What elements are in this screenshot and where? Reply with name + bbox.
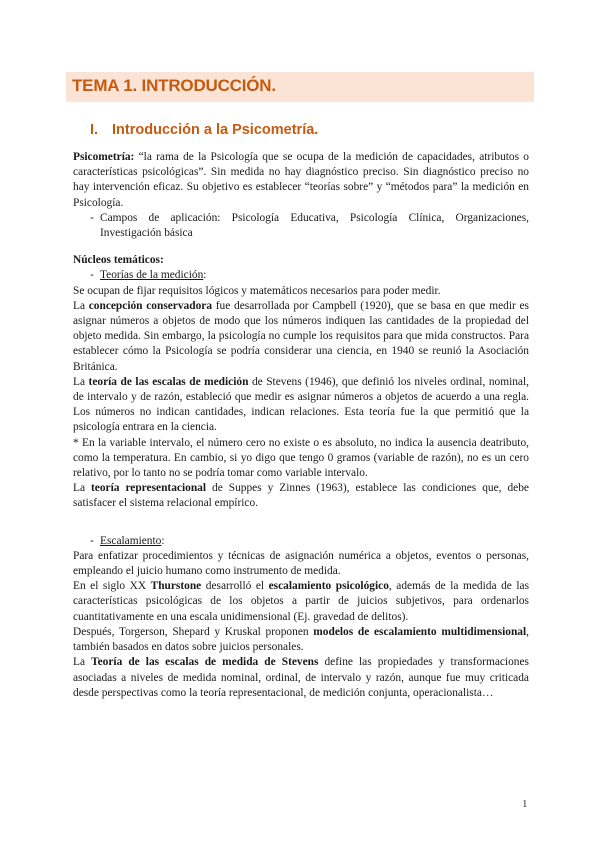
teorias-list-item: - Teorías de la medición: [73, 268, 529, 283]
thurstone-paragraph: En el siglo XX Thurstone desarrolló el escalamiento psicológico, además de la medida de las características psicológicas de los objetos a partir de juicios subjetivos, para ordenarlos cuantitativamente en una escala unidimensional (Ej. gravedad de delitos). [73, 580, 529, 623]
page-title: TEMA 1. INTRODUCCIÓN. [72, 76, 276, 95]
psicometria-term: Psicometría: [73, 151, 135, 163]
teorias-intro: Se ocupan de fijar requisitos lógicos y matemáticos necesarios para poder medir. [73, 284, 441, 297]
escalamiento-heading: Escalamiento [100, 534, 162, 547]
bold-term: modelos de escalamiento multidimensional [313, 625, 527, 638]
nucleos-heading: Núcleos temáticos: [73, 254, 164, 267]
bold-term: Teoría de las escalas de medida de Stevens [91, 656, 319, 669]
bold-term: Thurstone [150, 580, 202, 593]
stevens-paragraph: La Teoría de las escalas de medida de Stevens define las propiedades y transformaciones asociadas a niveles de medida nominal, ordinal, de intervalo y razón, aunque fue muy criticada desde perspectivas como la teoría representacional, de medición conjunta, operacionalista… [73, 656, 529, 699]
list-dash: - [90, 211, 94, 224]
section-title: Introducción a la Psicometría. [112, 122, 319, 138]
campos-list-item [73, 211, 529, 241]
teoria-representacional-paragraph: La teoría representacional de Suppes y Zinnes (1963), establece las condiciones que, debe satisfacer el sistema relacional empírico. [73, 482, 529, 510]
bold-term: concepción conservadora [88, 299, 213, 312]
list-dash: - [90, 269, 94, 282]
bold-term: escalamiento psicológico [268, 580, 389, 593]
section-number: I. [90, 122, 99, 138]
intervalo-note: * En la variable intervalo, el número cero no existe o es absoluto, no indica la ausencia deatributo, como la temperatura. En cambio, si yo digo que tengo 0 gramos (variable de razón), no es un cero relativo, por lo tanto no se podría tomar como variable intervalo. [73, 436, 529, 480]
multidimensional-paragraph: Después, Torgerson, Shepard y Kruskal proponen modelos de escalamiento multidimensional, también basados en datos sobre juicios personales. [73, 625, 530, 654]
psicometria-paragraph [73, 150, 529, 211]
teoria-escalas-paragraph: La teoría de las escalas de medición de Stevens (1946), que definió los niveles ordinal, nominal, de intervalo y de razón, estableció que medir es asignar números a objetos de acuerdo a una regla. Los números no indican cantidades, indican relaciones. Esta teoría fue la que permitió que la psicología entrara en la ciencia. [73, 375, 529, 434]
page-number: 1 [522, 798, 528, 810]
escalamiento-intro: Para enfatizar procedimientos y técnicas de asignación numérica a objetos, eventos o personas, empleando el juicio humano como instrumento de medida. [73, 549, 529, 578]
list-dash: - [90, 534, 94, 547]
concepcion-conservadora-paragraph: La concepción conservadora fue desarrollada por Campbell (1920), que se basa en que medir es asignar números a objetos de modo que los números indiquen las cantidades de la propiedad del objeto medida. Sin embargo, la psicología no cumple los requisitos para que mida constructos. Para establecer cómo la Psicología se podría considerar una ciencia, en 1940 se reunió la Asociación Británica. [73, 299, 529, 373]
escalamiento-list-item: - Escalamiento: [73, 534, 529, 549]
document-body [73, 150, 529, 701]
bold-term: teoría de las escalas de medición [88, 375, 249, 388]
bold-term: teoría representacional [91, 482, 207, 495]
campos-text: Campos de aplicación: Psicología Educativa, Psicología Clínica, Organizaciones, Investigación básica [100, 211, 529, 240]
psicometria-text: “la rama de la Psicología que se ocupa de la medición de capacidades, atributos o características psicológicas”. Sin medida no hay diagnóstico preciso. Sin diagnóstico preciso no hay intervención eficaz. Su objetivo es establecer “teorías sobre” y “métodos para” la medición en Psicología. [73, 151, 529, 209]
section-heading [90, 122, 318, 138]
teorias-heading: Teorías de la medición [100, 269, 204, 282]
